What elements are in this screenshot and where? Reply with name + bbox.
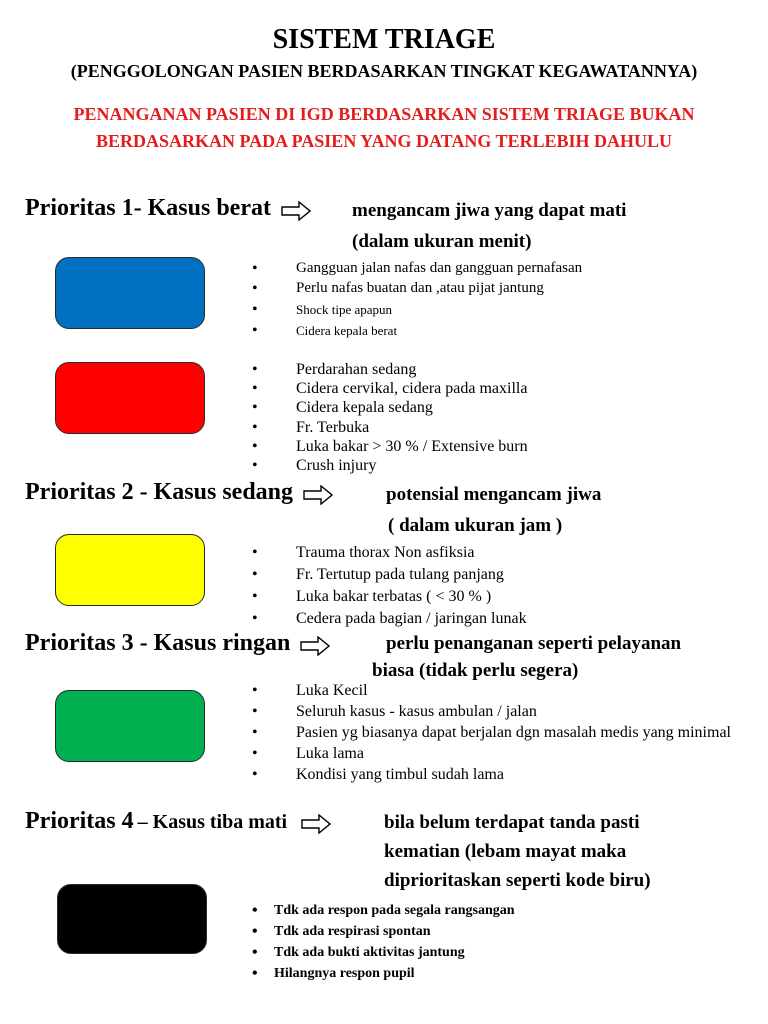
red-color-box [55,362,205,434]
red-criteria-list [252,360,752,475]
right-arrow-icon [301,814,331,834]
priority-4-label: Prioritas 4 [25,808,134,834]
list-item: • Gangguan jalan nafas dan gangguan pernafasan [252,259,752,278]
list-item: • Cedera pada bagian / jaringan lunak [252,608,752,630]
blue-criteria-list [252,259,752,341]
list-item: • Luka bakar > 30 % / Extensive burn [252,437,752,456]
priority-3-heading [25,630,336,657]
list-item: • Kondisi yang timbul sudah lama [252,764,742,785]
priority-4-heading [25,808,337,835]
priority-4-label-suffix: – Kasus tiba mati [137,811,288,833]
right-arrow-icon [281,201,311,221]
yellow-criteria-list [252,542,752,630]
list-item: • Cidera cervikal, cidera pada maxilla [252,379,752,398]
priority-3-desc-line2: biasa (tidak perlu segera) [372,660,579,681]
list-item: • Fr. Terbuka [252,418,752,437]
list-item: • Pasien yg biasanya dapat berjalan dgn masalah medis yang minimal [252,722,742,743]
priority-1-desc-line1: mengancam jiwa yang dapat mati [352,200,627,221]
priority-1-heading [25,195,317,222]
list-item: • Shock tipe apapun [252,299,752,320]
list-item: • Luka bakar terbatas ( < 30 % ) [252,586,752,608]
green-criteria-list [252,680,742,785]
priority-2-desc-line2: ( dalam ukuran jam ) [388,515,563,536]
list-item: • Cidera kepala berat [252,320,752,341]
list-item: • Luka lama [252,743,742,764]
priority-3-label: Prioritas 3 - Kasus ringan [25,630,291,656]
list-item: • Seluruh kasus - kasus ambulan / jalan [252,701,742,722]
priority-2-heading [25,479,339,506]
list-item: • Hilangnya respon pupil [252,963,742,984]
blue-color-box [55,257,205,329]
black-criteria-list [252,900,742,984]
right-arrow-icon [300,636,330,656]
priority-2-desc-line1: potensial mengancam jiwa [386,484,602,505]
list-item: • Perdarahan sedang [252,360,752,379]
triage-note: PENANGANAN PASIEN DI IGD BERDASARKAN SISTEM TRIAGE BUKAN BERDASARKAN PADA PASIEN YANG DATANG TERLEBIH DAHULU [73,104,695,151]
list-item: • Luka Kecil [252,680,742,701]
black-color-box [57,884,207,954]
priority-3-desc [372,630,681,684]
priority-3-desc-line1: perlu penanganan seperti pelayanan [386,633,682,654]
list-item: • Fr. Tertutup pada tulang panjang [252,564,752,586]
green-color-box [55,690,205,762]
list-item: • Crush injury [252,456,752,475]
right-arrow-icon [303,485,333,505]
list-item: • Trauma thorax Non asfiksia [252,542,752,564]
priority-1-desc-line2: (dalam ukuran menit) [352,231,532,252]
list-item: • Cidera kepala sedang [252,398,752,417]
priority-1-label: Prioritas 1- Kasus berat [25,195,271,221]
page-subtitle: (PENGGOLONGAN PASIEN BERDASARKAN TINGKAT KEGAWATANNYA) [70,61,698,81]
priority-2-label: Prioritas 2 - Kasus sedang [25,479,294,505]
list-item: • Perlu nafas buatan dan ,atau pijat jantung [252,278,752,299]
list-item: • Tdk ada respon pada segala rangsangan [252,900,742,921]
priority-4-desc-line1: bila belum terdapat tanda pasti [384,812,640,833]
priority-4-desc-line3: diprioritaskan seperti kode biru) [384,870,651,891]
priority-4-desc-line2: kematian (lebam mayat maka [384,841,627,862]
list-item: • Tdk ada bukti aktivitas jantung [252,942,742,963]
yellow-color-box [55,534,205,606]
list-item: • Tdk ada respirasi spontan [252,921,742,942]
priority-4-desc [384,808,651,895]
priority-1-desc [352,195,626,257]
page-title: SISTEM TRIAGE [272,24,496,55]
